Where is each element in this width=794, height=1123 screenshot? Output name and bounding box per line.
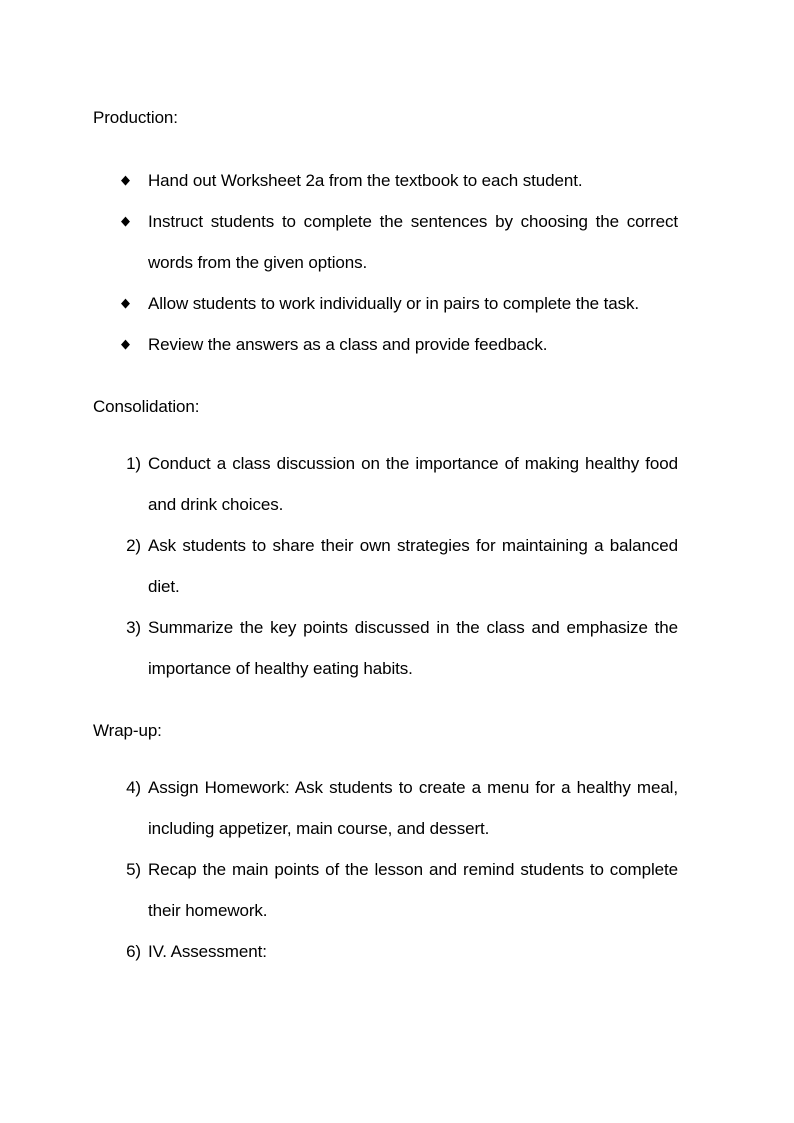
- list-item: [93, 931, 678, 972]
- consolidation-list: [93, 443, 678, 689]
- list-item: [93, 443, 678, 525]
- list-item: [93, 324, 678, 365]
- list-item: [93, 283, 678, 324]
- list-item-text: Conduct a class discussion on the importance of making healthy food and drink choices.: [148, 454, 678, 514]
- list-item: [93, 607, 678, 689]
- document-content: [93, 106, 678, 972]
- list-item-text: Ask students to share their own strategies for maintaining a balanced diet.: [148, 536, 678, 596]
- list-item-text: Hand out Worksheet 2a from the textbook to each student.: [148, 171, 583, 190]
- list-item-text: Review the answers as a class and provide feedback.: [148, 335, 548, 354]
- section-heading: Production:: [93, 108, 178, 127]
- list-item-number: 6): [126, 942, 141, 961]
- section-heading: Consolidation:: [93, 397, 200, 416]
- list-item-number: 5): [126, 860, 141, 879]
- list-item: [93, 160, 678, 201]
- list-item-text: Allow students to work individually or in pairs to complete the task.: [148, 294, 640, 313]
- list-item: [93, 201, 678, 283]
- list-item-number: 1): [126, 454, 141, 473]
- list-item-text: Assign Homework: Ask students to create a menu for a healthy meal, including appetizer, main course, and dessert.: [148, 778, 678, 838]
- list-item-text: Summarize the key points discussed in the class and emphasize the importance of healthy eating habits.: [148, 618, 678, 678]
- diamond-bullet-icon: ◆: [121, 337, 130, 352]
- list-item-text: IV. Assessment:: [148, 942, 267, 961]
- list-item-number: 4): [126, 778, 141, 797]
- section-consolidation: [93, 395, 678, 689]
- list-item: [93, 849, 678, 931]
- section-heading: Wrap-up:: [93, 721, 162, 740]
- list-item: [93, 767, 678, 849]
- list-item-number: 2): [126, 536, 141, 555]
- section-production: [93, 106, 678, 365]
- list-item-text: Instruct students to complete the sentences by choosing the correct words from the given options.: [148, 212, 678, 272]
- list-item: [93, 525, 678, 607]
- diamond-bullet-icon: ◆: [121, 173, 130, 188]
- wrap-up-list: [93, 767, 678, 972]
- list-item-text: Recap the main points of the lesson and remind students to complete their homework.: [148, 860, 678, 920]
- list-item-number: 3): [126, 618, 141, 637]
- diamond-bullet-icon: ◆: [121, 214, 130, 229]
- section-wrap-up: [93, 719, 678, 972]
- diamond-bullet-icon: ◆: [121, 296, 130, 311]
- production-list: [93, 160, 678, 365]
